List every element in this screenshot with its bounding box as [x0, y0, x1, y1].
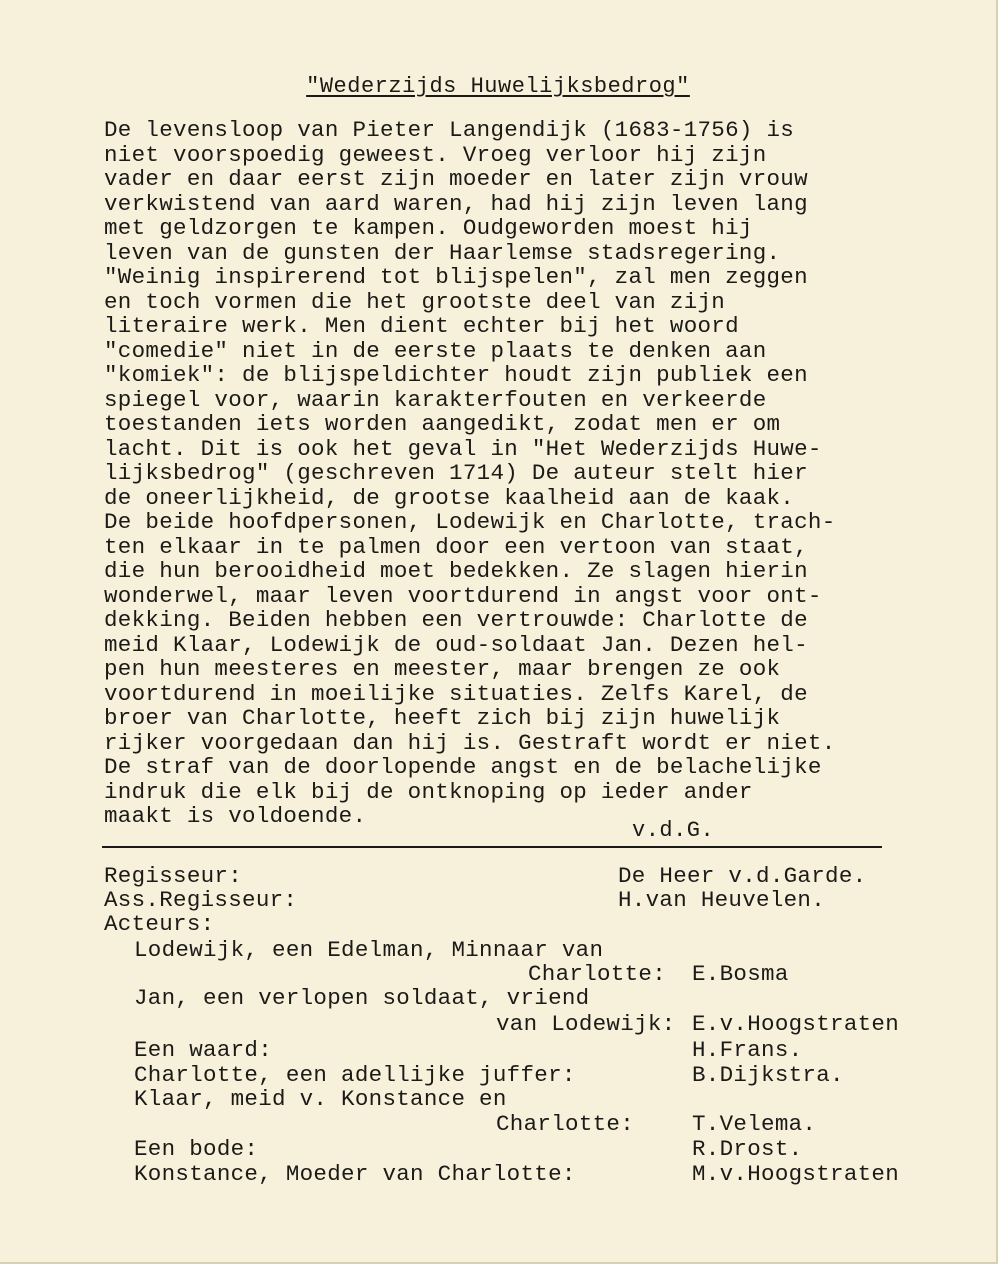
text-line: meid Klaar, Lodewijk de oud-soldaat Jan. Dezen hel-	[104, 631, 808, 658]
text-line: toestanden iets worden aangedikt, zodat men er om	[104, 411, 781, 437]
text-line: ten elkaar in te palmen door een vertoon van staat,	[104, 533, 808, 560]
role-jan-cont: van Lodewijk:	[496, 1011, 676, 1037]
text-line: "comedie" niet in de eerste plaats te denken aan	[104, 337, 767, 364]
divider	[102, 846, 882, 848]
author-signature: v.d.G.	[632, 818, 715, 843]
regisseur-label: Regisseur:	[104, 863, 243, 889]
text-line: die hun berooidheid moet bedekken. Ze slagen hierin	[104, 558, 808, 584]
text-line: "komiek": de blijspeldichter houdt zijn publiek een	[104, 362, 808, 388]
role-konstance: Konstance, Moeder van Charlotte:	[134, 1161, 576, 1187]
role-charlotte: Charlotte, een adellijke juffer:	[134, 1062, 576, 1088]
text-line: lijksbedrog" (geschreven 1714) De auteur stelt hier	[104, 460, 808, 486]
text-line: De straf van de doorlopende angst en de belachelijke	[104, 754, 822, 780]
text-line: literaire werk. Men dient echter bij het woord	[104, 313, 739, 339]
text-line: leven van de gunsten der Haarlemse stadsregering.	[104, 239, 781, 266]
actor-jan: E.v.Hoogstraten	[692, 1011, 900, 1037]
text-line: De levensloop van Pieter Langendijk (1683-1756) is	[104, 117, 795, 143]
introduction-text	[104, 118, 836, 829]
text-line: rijker voorgedaan dan hij is. Gestraft wordt er niet.	[104, 729, 836, 756]
text-line: de oneerlijkheid, de grootse kaalheid aan de kaak.	[104, 484, 795, 511]
actor-charlotte: B.Dijkstra.	[692, 1062, 844, 1088]
role-klaar-cont: Charlotte:	[496, 1111, 635, 1137]
actor-lodewijk: E.Bosma	[692, 961, 789, 987]
role-lodewijk: Lodewijk, een Edelman, Minnaar van	[134, 937, 604, 963]
role-waard: Een waard:	[134, 1037, 273, 1063]
role-bode: Een bode:	[134, 1136, 259, 1162]
text-line: De beide hoofdpersonen, Lodewijk en Charlotte, trach-	[104, 509, 836, 535]
text-line: indruk die elk bij de ontknoping op ieder ander	[104, 778, 753, 805]
text-line: "Weinig inspirerend tot blijspelen", zal men zeggen	[104, 264, 808, 290]
actor-konstance: M.v.Hoogstraten	[692, 1161, 900, 1187]
ass-regisseur-label: Ass.Regisseur:	[104, 887, 298, 913]
text-line: wonderwel, maar leven voortdurend in angst voor ont-	[104, 582, 822, 609]
text-line: voortdurend in moeilijke situaties. Zelfs Karel, de	[104, 680, 808, 707]
role-klaar: Klaar, meid v. Konstance en	[134, 1086, 507, 1112]
text-line: maakt is voldoende.	[104, 803, 367, 829]
text-line: verkwistend van aard waren, had hij zijn leven lang	[104, 190, 808, 217]
text-line: met geldzorgen te kampen. Oudgeworden moest hij	[104, 215, 753, 241]
text-line: broer van Charlotte, heeft zich bij zijn huwelijk	[104, 705, 781, 731]
role-jan: Jan, een verlopen soldaat, vriend	[134, 985, 590, 1011]
text-line: en toch vormen die het grootste deel van zijn	[104, 288, 726, 315]
text-line: dekking. Beiden hebben een vertrouwde: Charlotte de	[104, 607, 808, 633]
page-title: "Wederzijds Huwelijksbedrog"	[306, 74, 690, 99]
text-line: spiegel voor, waarin karakterfouten en verkeerde	[104, 386, 767, 413]
actor-waard: H.Frans.	[692, 1037, 803, 1063]
actor-klaar: T.Velema.	[692, 1111, 817, 1137]
acteurs-label: Acteurs:	[104, 911, 215, 937]
text-line: lacht. Dit is ook het geval in "Het Wederzijds Huwe-	[104, 435, 822, 462]
actor-bode: R.Drost.	[692, 1136, 803, 1162]
ass-regisseur-name: H.van Heuvelen.	[618, 887, 826, 913]
role-lodewijk-cont: Charlotte:	[528, 961, 667, 987]
text-line: pen hun meesteres en meester, maar brengen ze ook	[104, 656, 781, 682]
text-line: niet voorspoedig geweest. Vroeg verloor hij zijn	[104, 141, 767, 168]
regisseur-name: De Heer v.d.Garde.	[618, 863, 867, 889]
text-line: vader en daar eerst zijn moeder en later zijn vrouw	[104, 166, 808, 192]
